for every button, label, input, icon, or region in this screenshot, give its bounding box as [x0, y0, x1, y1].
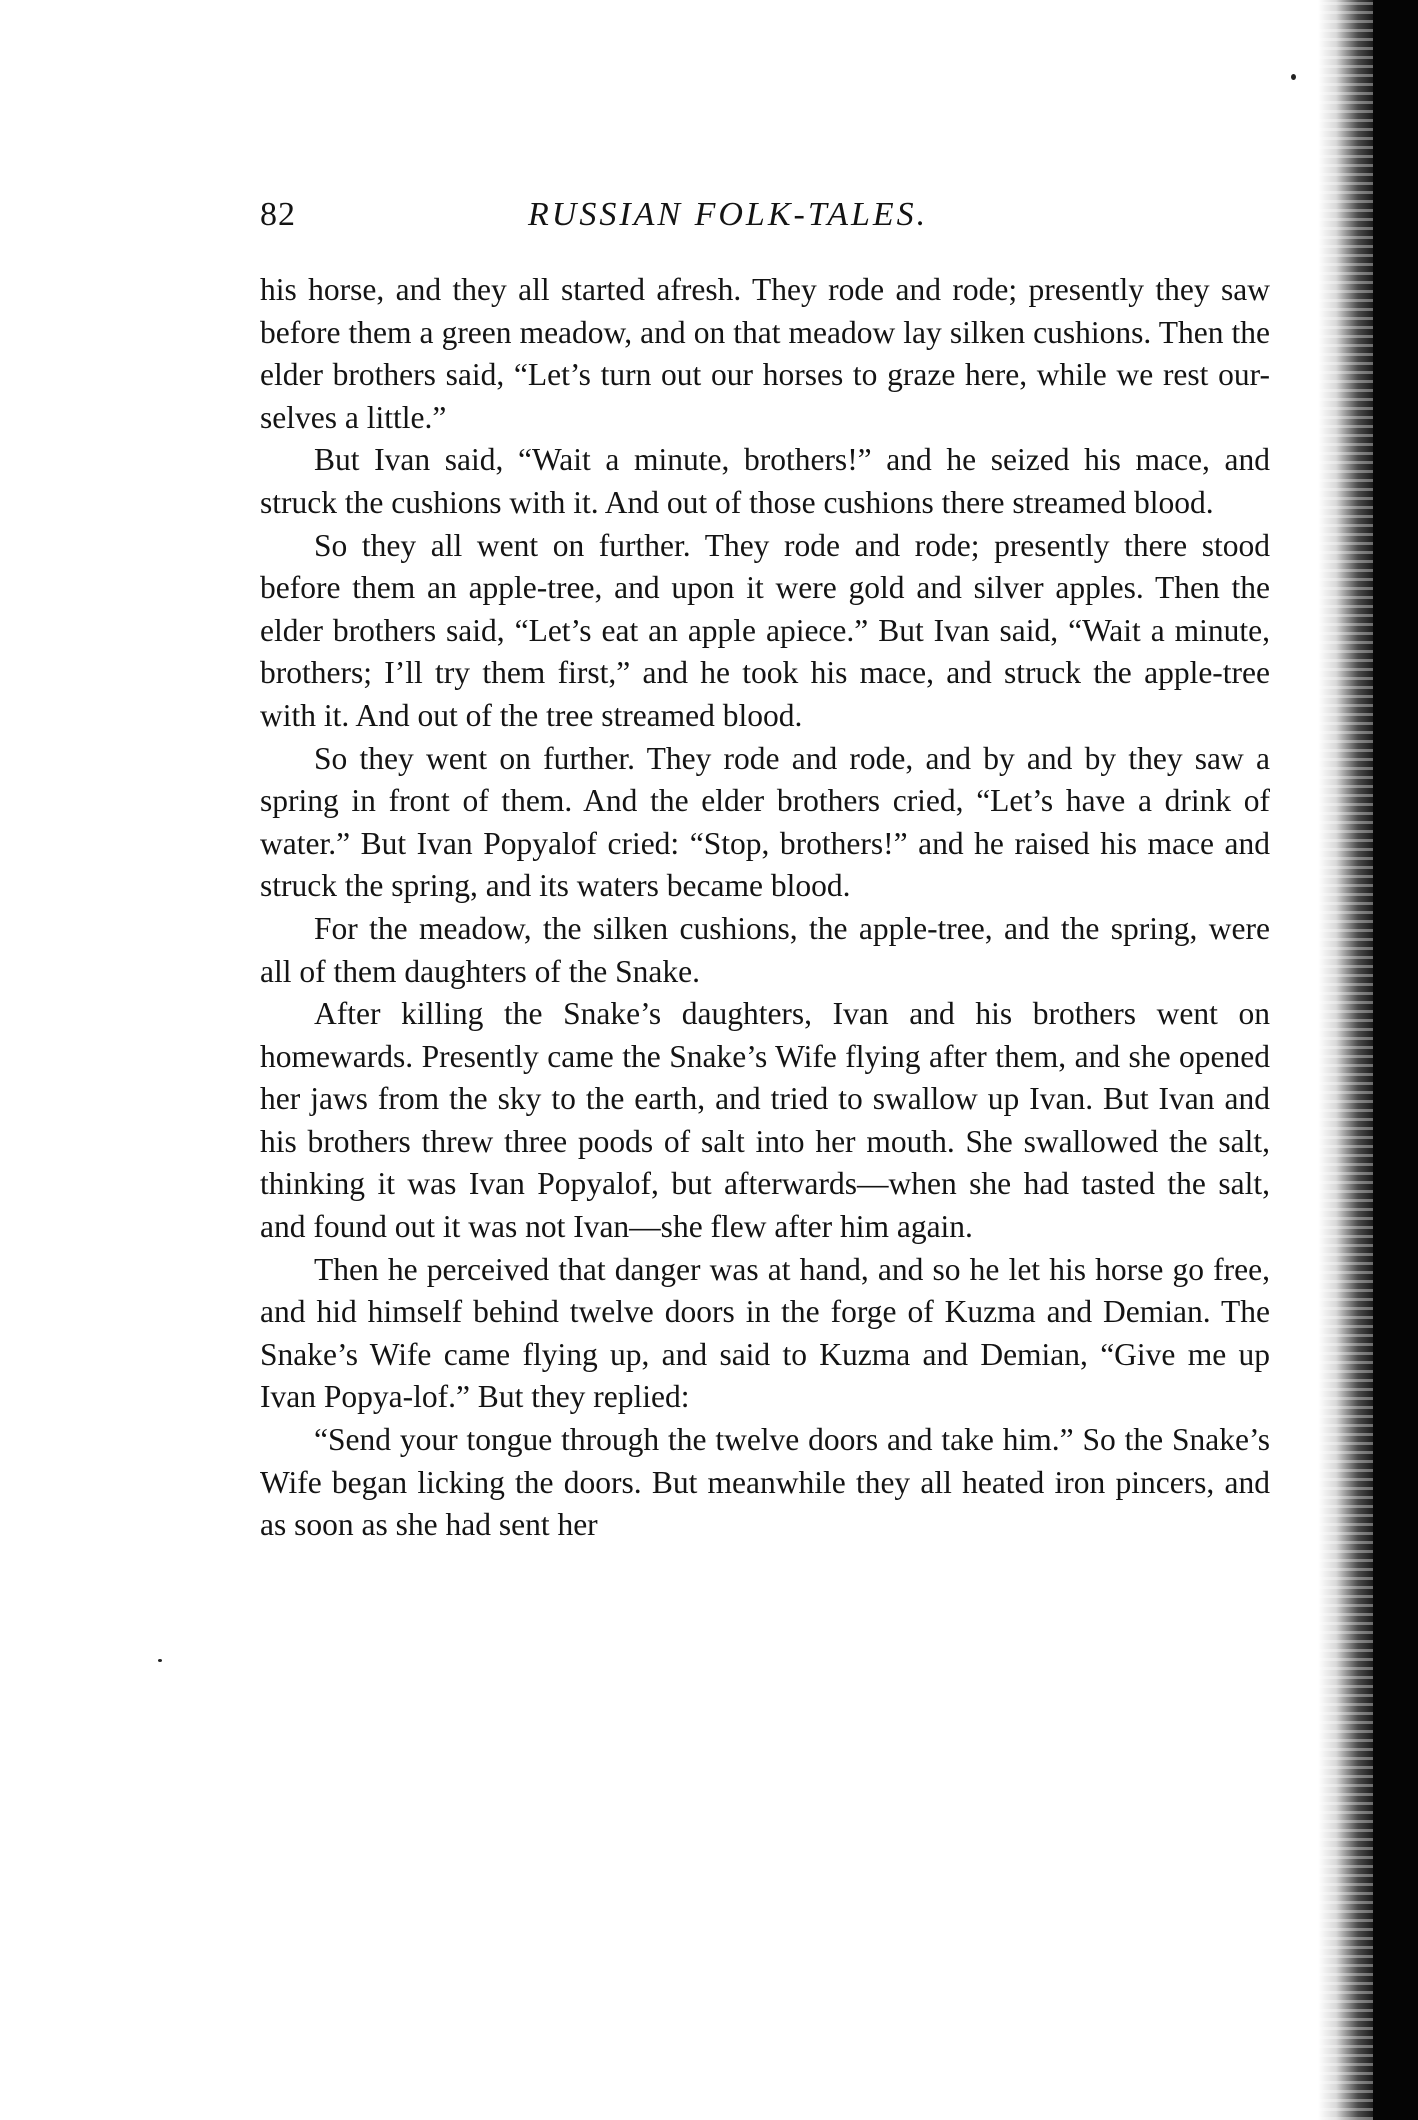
paragraph: So they all went on further. They rode and rode; presently there stood before them an apple-tree, and upon it were gold and silver apples. Then the elder brothers said, “Let’s eat an apple apiece.” But Ivan said, “Wait a minute, brothers; I’ll try them first,” and he took his mace, and struck the apple-tree with it. And out of the tree streamed blood. — [260, 527, 1270, 733]
page-number: 82 — [260, 196, 296, 233]
paragraph: After killing the Snake’s daughters, Ivan and his brothers went on homewards. Presently came the Snake’s Wife flying after them, and she opened her jaws from the sky to the earth, and tried to swallow up Ivan. But Ivan and his brothers threw three poods of salt into her mouth. She swallowed the salt, thinking it was Ivan Popyalof, but afterwards—when she had tasted the salt, and found out it was not Ivan—she flew after him again. — [260, 996, 1270, 1245]
paragraph: But Ivan said, “Wait a minute, brothers!” and he seized his mace, and struck the cushions with it. And out of those cushions there streamed blood. — [260, 442, 1270, 520]
paragraph: Then he perceived that danger was at hand, and so he let his horse go free, and hid himself behind twelve doors in the forge of Kuzma and Demian. The Snake’s Wife came flying up, and said to Kuzma and Demian, “Give me up Ivan Popya-lof.” But they replied: — [260, 1251, 1270, 1415]
book-spine-edge — [1373, 0, 1418, 2120]
paragraph: So they went on further. They rode and rode, and by and by they saw a spring in front of them. And the elder brothers cried, “Let’s have a drink of water.” But Ivan Popyalof cried: “Stop, brothers!” and he raised his mace and struck the spring, and its waters became blood. — [260, 740, 1270, 904]
paragraph: For the meadow, the silken cushions, the apple-tree, and the spring, were all of them daughters of the Snake. — [260, 910, 1270, 989]
running-title: RUSSIAN FOLK-TALES. — [528, 196, 929, 233]
ink-speck — [1291, 74, 1296, 80]
paragraph: “Send your tongue through the twelve doors and take him.” So the Snake’s Wife began licking the doors. But meanwhile they all heated iron pincers, and as soon as she had sent her — [260, 1422, 1270, 1543]
page-header — [260, 196, 1268, 246]
body-text — [260, 269, 1270, 1547]
ink-speck — [158, 1659, 162, 1662]
paragraph: his horse, and they all started afresh. They rode and rode; presently they saw before them a green meadow, and on that meadow lay silken cushions. Then the elder brothers said, “Let’s turn out our horses to graze here, while we rest our-selves a little.” — [260, 272, 1270, 435]
